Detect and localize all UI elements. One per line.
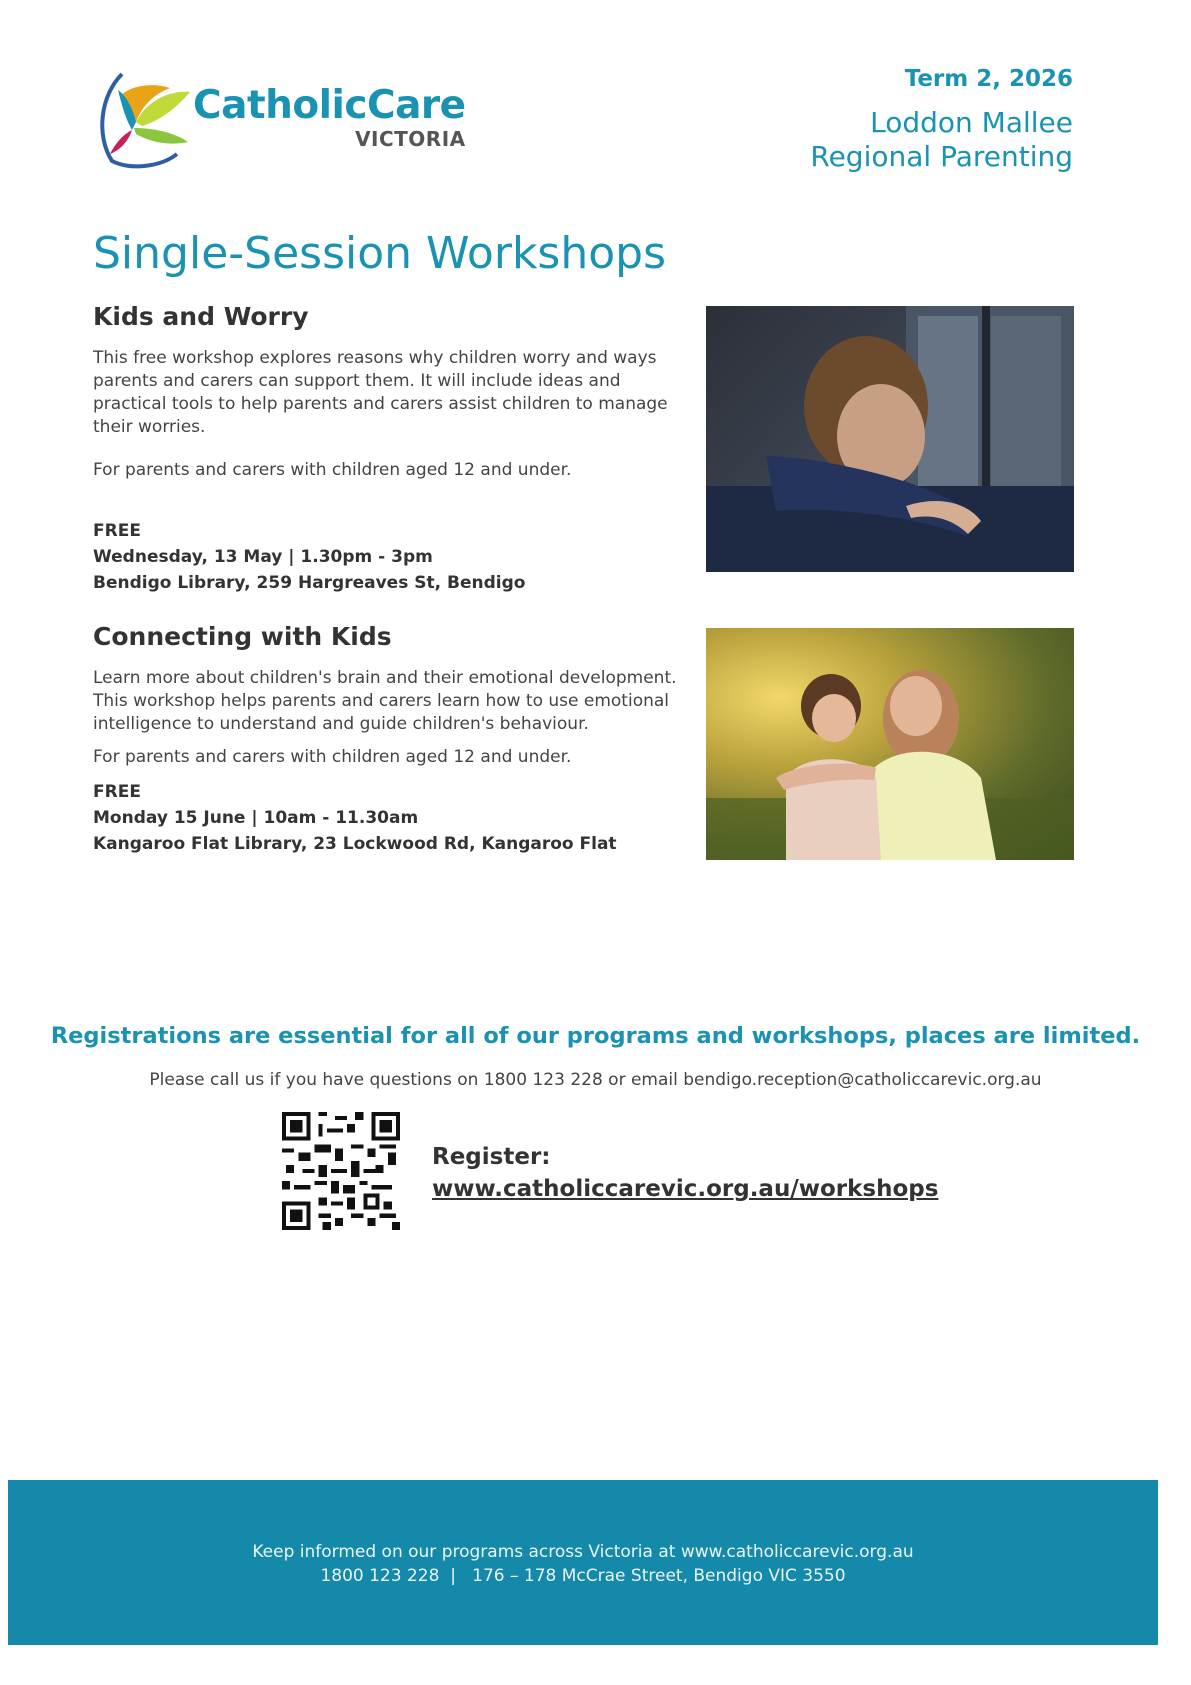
qr-code-icon[interactable]	[282, 1112, 400, 1230]
mother-and-son-photo	[706, 628, 1074, 860]
workshop-location: Kangaroo Flat Library, 23 Lockwood Rd, Kangaroo Flat	[93, 834, 617, 854]
workshop-title: Kids and Worry	[93, 302, 309, 331]
page-title: Single-Session Workshops	[93, 228, 667, 279]
workshop-datetime: Monday 15 June | 10am - 11.30am	[93, 808, 419, 828]
workshop-audience: For parents and carers with children aged 12 and under.	[93, 460, 572, 480]
footer-banner	[8, 1480, 1158, 1645]
term-block	[810, 66, 1073, 174]
brand-subtitle: VICTORIA	[355, 127, 466, 151]
register-label: Register:	[432, 1144, 551, 1170]
workshop-connecting-with-kids	[93, 622, 693, 857]
workshop-price: FREE	[93, 521, 141, 541]
workshop-details	[93, 518, 693, 596]
registration-contact: Please call us if you have questions on 1800 123 228 or email bendigo.reception@catholiccarevic.org.au	[149, 1070, 1042, 1090]
brand-wordmark	[193, 83, 466, 151]
catholiccare-logo-icon	[92, 66, 202, 176]
workshop-price: FREE	[93, 782, 141, 802]
register-block	[432, 1144, 938, 1202]
workshop-title: Connecting with Kids	[93, 622, 392, 651]
term-label: Term 2, 2026	[904, 66, 1073, 92]
footer-text	[8, 1540, 1158, 1588]
workshop-kids-and-worry	[93, 302, 693, 596]
workshop-details	[93, 779, 693, 857]
workshop-description: This free workshop explores reasons why children worry and ways parents and carers can support them. It will include ideas and practical tools to help parents and carers assist children to manage their worries.	[93, 348, 668, 437]
workshop-datetime: Wednesday, 13 May | 1.30pm - 3pm	[93, 547, 433, 567]
brand-name: CatholicCare	[193, 83, 466, 128]
workshop-location: Bendigo Library, 259 Hargreaves St, Bendigo	[93, 573, 526, 593]
registration-title: Registrations are essential for all of our programs and workshops, places are limited.	[50, 1023, 1141, 1049]
footer-line-1: Keep informed on our programs across Victoria at www.catholiccarevic.org.au	[252, 1542, 914, 1562]
workshop-description: Learn more about children's brain and their emotional development. This workshop helps parents and carers learn how to use emotional intelligence to understand and guide children's behaviour.	[93, 668, 677, 734]
region-line-1: Loddon Mallee	[870, 106, 1073, 139]
footer-line-2: 1800 123 228 | 176 – 178 McCrae Street, Bendigo VIC 3550	[320, 1566, 846, 1586]
boy-at-window-photo	[706, 306, 1074, 572]
region-line-2: Regional Parenting	[810, 140, 1073, 173]
workshop-audience: For parents and carers with children aged 12 and under.	[93, 747, 572, 767]
register-link[interactable]: www.catholiccarevic.org.au/workshops	[432, 1176, 939, 1202]
